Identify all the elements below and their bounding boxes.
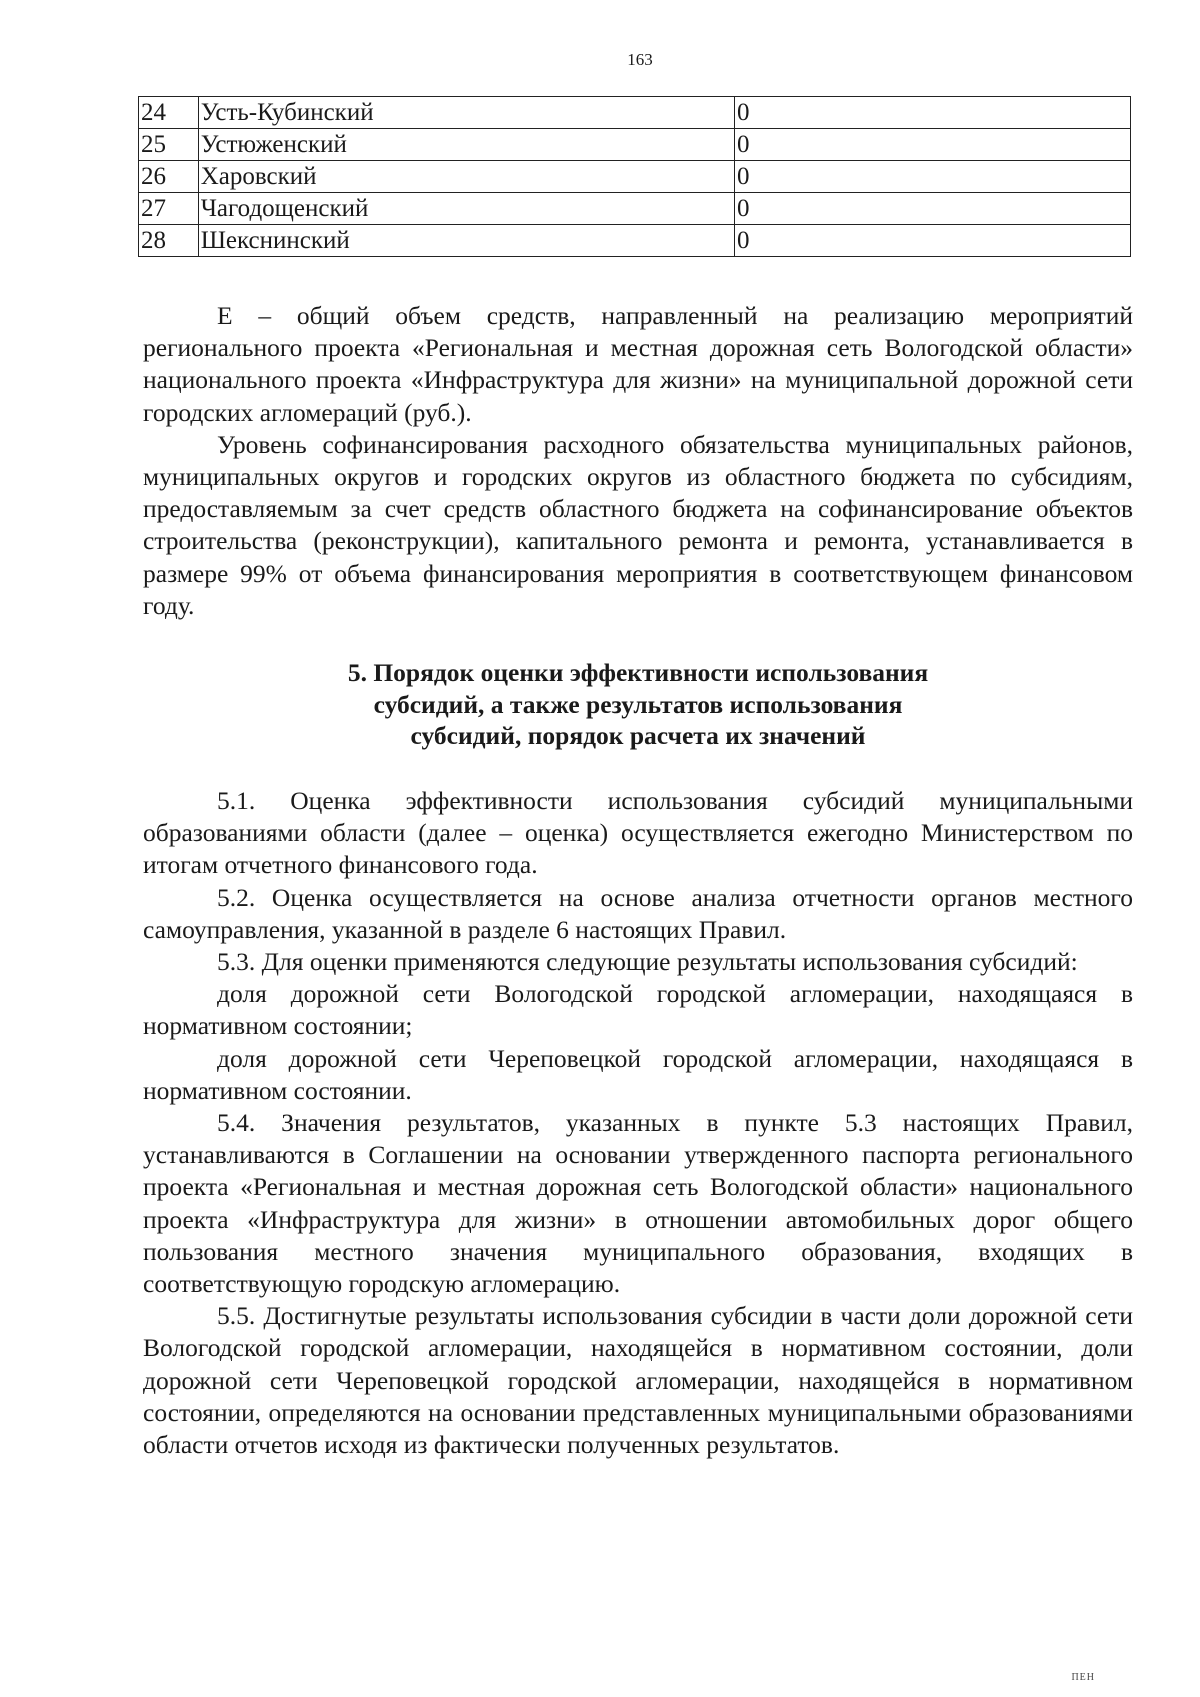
section-heading-line: субсидий, порядок расчета их значений <box>410 721 866 750</box>
districts-table <box>138 96 1131 257</box>
district-name-cell: Харовский <box>198 161 734 193</box>
table-row <box>139 161 1131 193</box>
district-name-cell: Шекснинский <box>198 225 734 257</box>
clause-5-3: 5.3. Для оценки применяются следующие результаты использования субсидий: <box>217 947 1078 977</box>
district-name-cell: Устюженский <box>198 129 734 161</box>
value-cell: 0 <box>734 97 1130 129</box>
clause-5-3-item-2: доля дорожной сети Череповецкой городской агломерации, находящаяся в нормативном состоянии. <box>143 1043 1133 1105</box>
clause-5-4: 5.4. Значения результатов, указанных в пункте 5.3 настоящих Правил, устанавливаются в Соглашении на основании утвержденного паспорта регионального проекта «Региональная и местная дорожная сеть Вологодской области» национального проекта «Инфраструктура для жизни» в отношении автомобильных дорог общего пользования местного значения муниципального образования, входящих в соответствующую городскую агломерацию. <box>143 1108 1133 1299</box>
table-row <box>139 129 1131 161</box>
table-row <box>139 97 1131 129</box>
value-cell: 0 <box>734 129 1130 161</box>
section-heading <box>143 657 1133 752</box>
clause-5-5: 5.5. Достигнутые результаты использования субсидии в части доли дорожной сети Вологодской городской агломерации, находящейся в нормативном состоянии, доли дорожной сети Череповецкой городской агломерации, находящейся в нормативном состоянии, определяются на основании представленных муниципальными образованиями области отчетов исходя из фактически полученных результатов. <box>143 1301 1133 1460</box>
clause-5-3-item-1: доля дорожной сети Вологодской городской агломерации, находящаяся в нормативном состоянии; <box>143 979 1133 1041</box>
text-block-section-5 <box>143 785 1133 1461</box>
row-number-cell: 25 <box>139 129 199 161</box>
row-number-cell: 28 <box>139 225 199 257</box>
section-heading-line: 5. Порядок оценки эффективности использования <box>347 658 929 687</box>
district-name-cell: Усть-Кубинский <box>198 97 734 129</box>
table-row <box>139 225 1131 257</box>
clause-5-1: 5.1. Оценка эффективности использования субсидий муниципальными образованиями области (далее – оценка) осуществляется ежегодно Министерством по итогам отчетного финансового года. <box>143 786 1133 880</box>
section-heading-line: субсидий, а также результатов использования <box>373 689 903 719</box>
row-number-cell: 26 <box>139 161 199 193</box>
footer-mark: ПЕН <box>1071 1672 1095 1683</box>
row-number-cell: 24 <box>139 97 199 129</box>
cofinancing-paragraph: Уровень софинансирования расходного обязательства муниципальных районов, муниципальных округов и городских округов из областного бюджета по субсидиям, предоставляемым за счет средств областного бюджета на софинансирование объектов строительства (реконструкции), капитального ремонта и ремонта, устанавливается в размере 99% от объема финансирования мероприятия в соответствующем финансовом году. <box>143 429 1133 620</box>
value-cell: 0 <box>734 193 1130 225</box>
clause-5-2: 5.2. Оценка осуществляется на основе анализа отчетности органов местного самоуправления, указанной в разделе 6 настоящих Правил. <box>143 882 1133 944</box>
table-row <box>139 193 1131 225</box>
row-number-cell: 27 <box>139 193 199 225</box>
districts-table-body <box>139 97 1131 257</box>
value-cell: 0 <box>734 225 1130 257</box>
page-number: 163 <box>627 50 653 69</box>
definition-paragraph: E – общий объем средств, направленный на реализацию мероприятий регионального проекта «Региональная и местная дорожная сеть Вологодской области» национального проекта «Инфраструктура для жизни» на муниципальной дорожной сети городских агломераций (руб.). <box>143 301 1133 427</box>
district-name-cell: Чагодощенский <box>198 193 734 225</box>
text-block-upper <box>143 300 1133 622</box>
value-cell: 0 <box>734 161 1130 193</box>
